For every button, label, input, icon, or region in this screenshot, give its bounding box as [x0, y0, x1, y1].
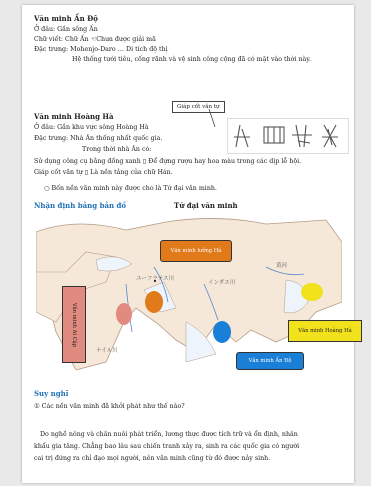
huanghe-bronze: Sử dụng công cụ bằng đồng xanh ▯ Để đựng rượu hay hoa màu trong các dịp lễ hội. — [34, 158, 302, 165]
label-egypt — [62, 286, 86, 363]
section-title-huanghe: Văn minh Hoàng Hà — [34, 112, 114, 121]
india-feature-detail: Hệ thống tưới tiêu, cống rãnh và vệ sinh công cộng đã có mặt vào thời này. — [72, 56, 311, 63]
oracle-script-callout: Giáp cốt văn tự — [172, 101, 225, 113]
egypt-region — [116, 303, 132, 325]
label-india: Văn minh Ấn Độ — [236, 352, 304, 370]
huanghe-oracle: Giáp cốt văn tự ▯ Là nền tảng của chữ Hán. — [34, 169, 173, 176]
section-title-india: Văn minh Ấn Độ — [34, 14, 98, 23]
map-label-nile: ナイル川 — [96, 348, 118, 354]
mesopotamia-region — [145, 291, 163, 313]
callout-pointer — [207, 109, 217, 129]
india-script: Chữ viết: Chữ Ấn ☜Chưa được giải mã — [34, 36, 156, 43]
oracle-script-image — [227, 118, 349, 154]
think-title: Suy nghĩ — [34, 389, 69, 398]
mesopotamia-label-pointer — [154, 280, 156, 282]
map-label-euphrates: ユーフラテス川 — [136, 276, 175, 282]
map-label-indus: インダス川 — [208, 280, 236, 286]
india-feature: Đặc trưng: Mohenjo-Daro … Di tích độ thị — [34, 46, 168, 53]
india-where: Ở đâu: Gần sông Ấn — [34, 26, 98, 33]
map-heading-left: Nhận định bảng bản đồ — [34, 201, 127, 210]
think-answer-line-3: cai trị đứng ra chỉ đạo mọi người, nên văn minh cũng từ đó được nảy sinh. — [34, 455, 271, 462]
think-answer-line-2: khẩu gia tăng. Chẳng bao lâu sau chiến tranh xảy ra, sinh ra các quốc gia có người — [34, 443, 300, 450]
china-region — [301, 283, 323, 301]
label-china: Văn minh Hoàng Hà — [288, 320, 362, 342]
map-heading-right: Tứ đại văn minh — [174, 201, 238, 210]
huanghe-feature-2: Trong thời nhà Ân có: — [82, 146, 152, 153]
india-region — [213, 321, 231, 343]
huanghe-where: Ở đâu: Gần khu vực sông Hoàng Hà — [34, 124, 149, 131]
huanghe-feature: Đặc trưng: Nhà Ân thống nhất quốc gia. — [34, 135, 163, 142]
four-civilizations-note: ○ Bốn nền văn minh này được cho là Tứ đại văn minh. — [44, 185, 217, 192]
oracle-glyphs — [228, 119, 348, 153]
map-label-huanghe: 黄河 — [276, 263, 288, 269]
world-map — [36, 212, 352, 370]
label-mesopotamia: Văn minh lưỡng Hà — [160, 240, 232, 262]
think-question: ① Các nền văn minh đã khởi phát như thế nào? — [34, 403, 185, 410]
think-answer-line-1: Do nghề nông và chăn nuôi phát triển, lương thực được tích trữ và ổn định, nhân — [40, 431, 298, 438]
document-page — [22, 5, 354, 483]
label-egypt-text: Văn minh Ai Cập — [71, 302, 77, 347]
